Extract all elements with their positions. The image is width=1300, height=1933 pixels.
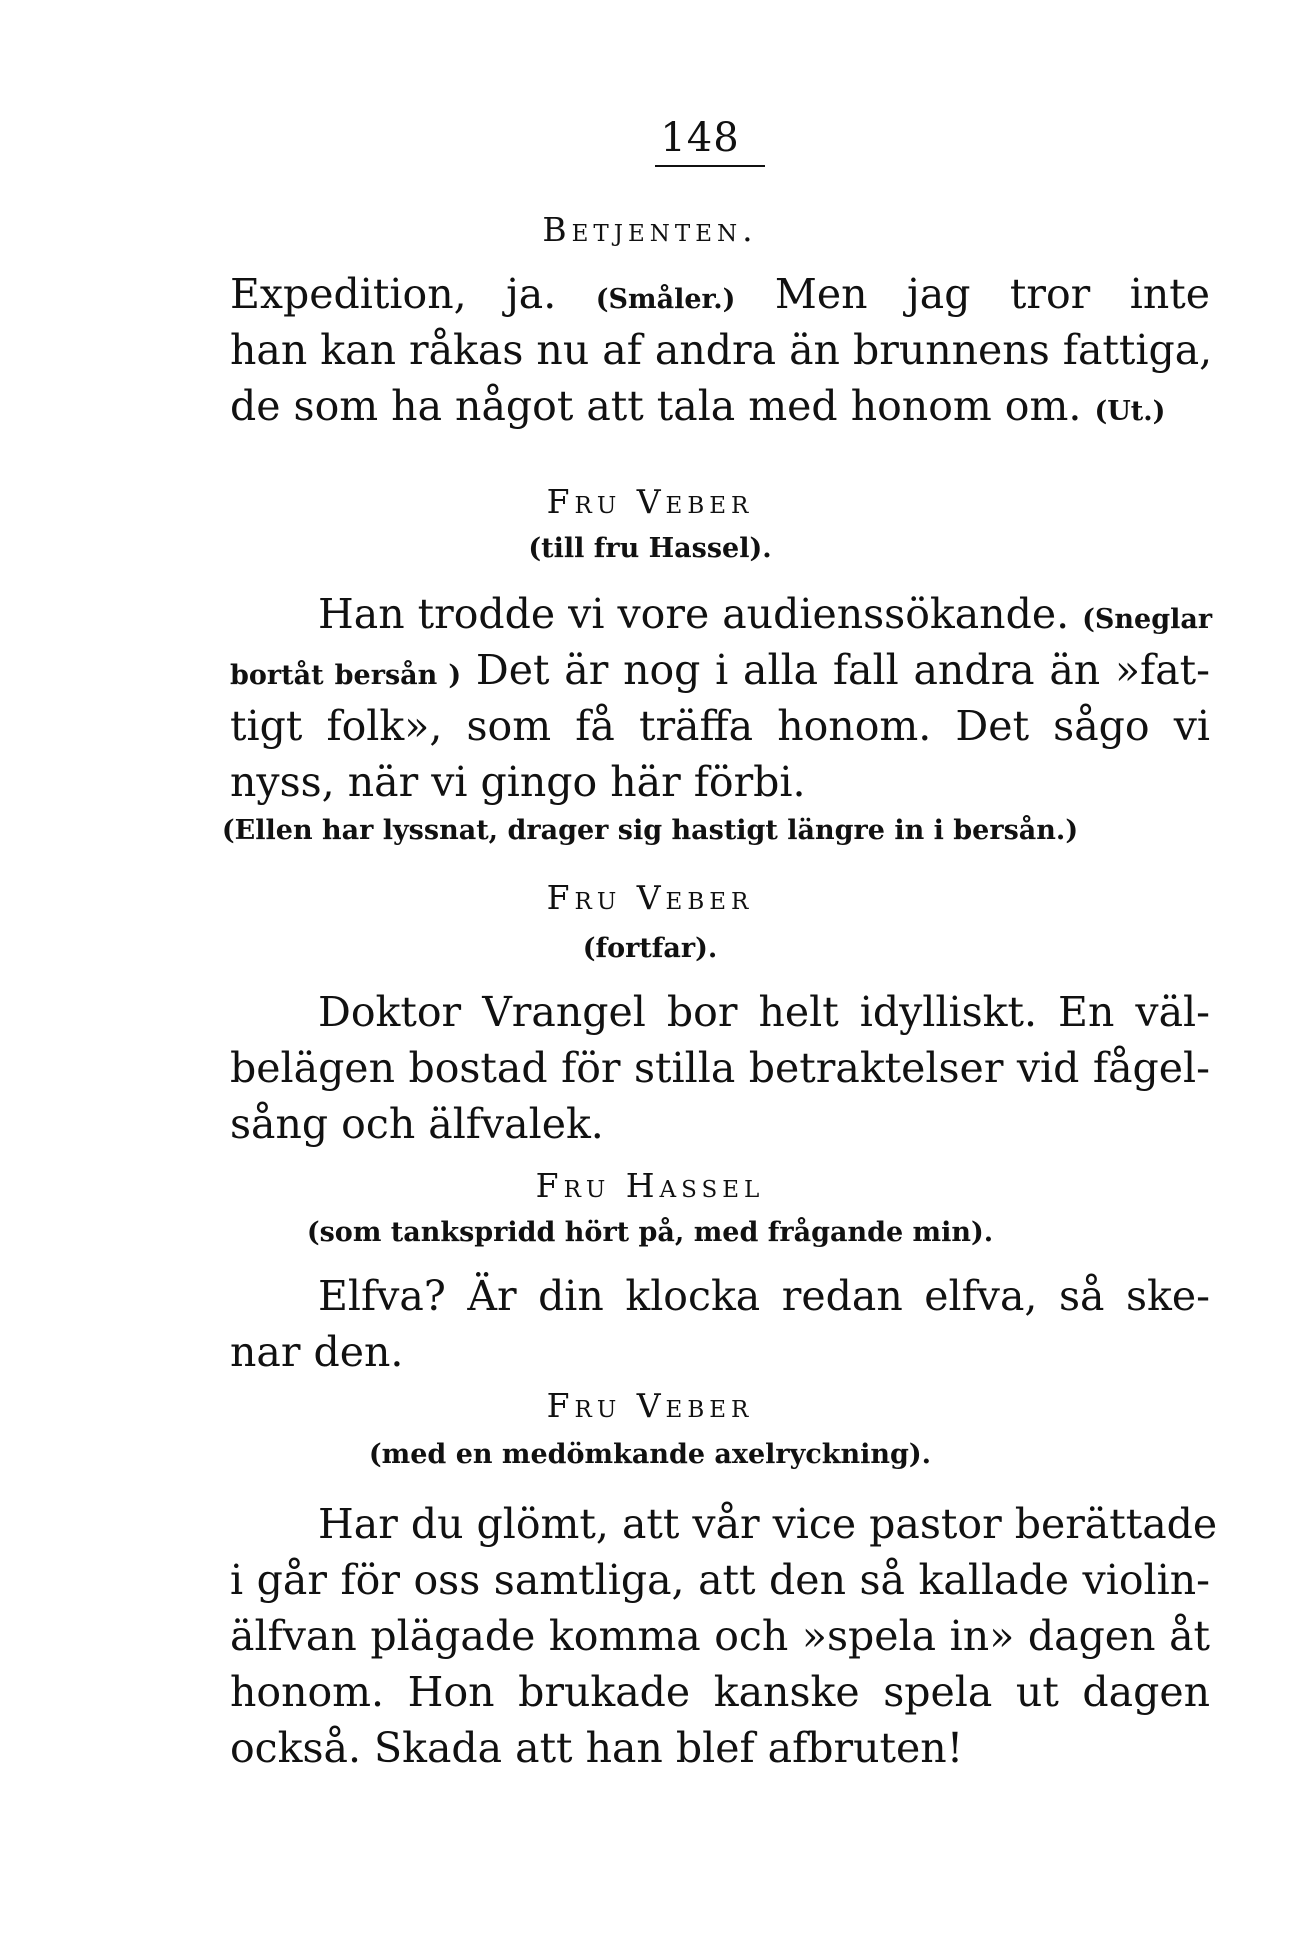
dialogue-line: bortåt bersån ) Det är nog i alla fall andra än »fat- [230,646,1210,694]
speaker-name: Fru Veber [546,878,754,917]
page-number: 148 [660,115,740,161]
dialogue-line: Doktor Vrangel bor helt idylliskt. En väl- [318,988,1210,1036]
dialogue-line: Elfva? Är din klocka redan elfva, så ske- [318,1272,1210,1320]
speaker-cue: (som tankspridd hört på, med frågande min). [306,1217,994,1248]
dialogue-line: de som ha något att tala med honom om. (Ut.) [230,382,1166,430]
speaker-name: Fru Veber [546,1386,754,1425]
inline-stage-direction: (Småler.) [595,284,736,315]
speaker-cue: (till fru Hassel). [528,533,772,564]
dialogue-line: i går för oss samtliga, att den så kallade violin- [230,1556,1210,1604]
dialogue-line: Har du glömt, att vår vice pastor berättade [318,1500,1218,1548]
speaker-name: Fru Hassel [535,1166,765,1205]
speaker-cue: (med en medömkande axelryckning). [368,1439,932,1470]
speaker-name: Fru Veber [546,482,754,521]
dialogue-line: Han trodde vi vore audienssökande. (Sneglar [318,590,1213,638]
dialogue-line: belägen bostad för stilla betraktelser vid fågel- [230,1044,1210,1092]
dialogue-line: också. Skada att han blef afbruten! [230,1724,964,1772]
dialogue-line: nar den. [230,1328,404,1376]
dialogue-line: honom. Hon brukade kanske spela ut dagen [230,1668,1210,1716]
inline-stage-direction: bortåt bersån ) [230,660,462,691]
dialogue-line: han kan råkas nu af andra än brunnens fattiga, [230,326,1213,374]
dialogue-line: tigt folk», som få träffa honom. Det sågo vi [230,702,1210,750]
inline-stage-direction: (Ut.) [1094,396,1166,427]
stage-direction: (Ellen har lyssnat, drager sig hastigt längre in i bersån.) [221,815,1079,846]
dialogue-line: Expedition, ja. (Småler.) Men jag tror inte [230,270,1210,318]
speaker-cue: (fortfar). [582,933,718,964]
dialogue-line: nyss, när vi gingo här förbi. [230,758,806,806]
speaker-name: Betjenten. [542,210,758,249]
dialogue-line: älfvan plägade komma och »spela in» dagen åt [230,1612,1210,1660]
dialogue-line: sång och älfvalek. [230,1100,604,1148]
page-number-rule [655,165,765,167]
inline-stage-direction: (Sneglar [1082,604,1213,635]
